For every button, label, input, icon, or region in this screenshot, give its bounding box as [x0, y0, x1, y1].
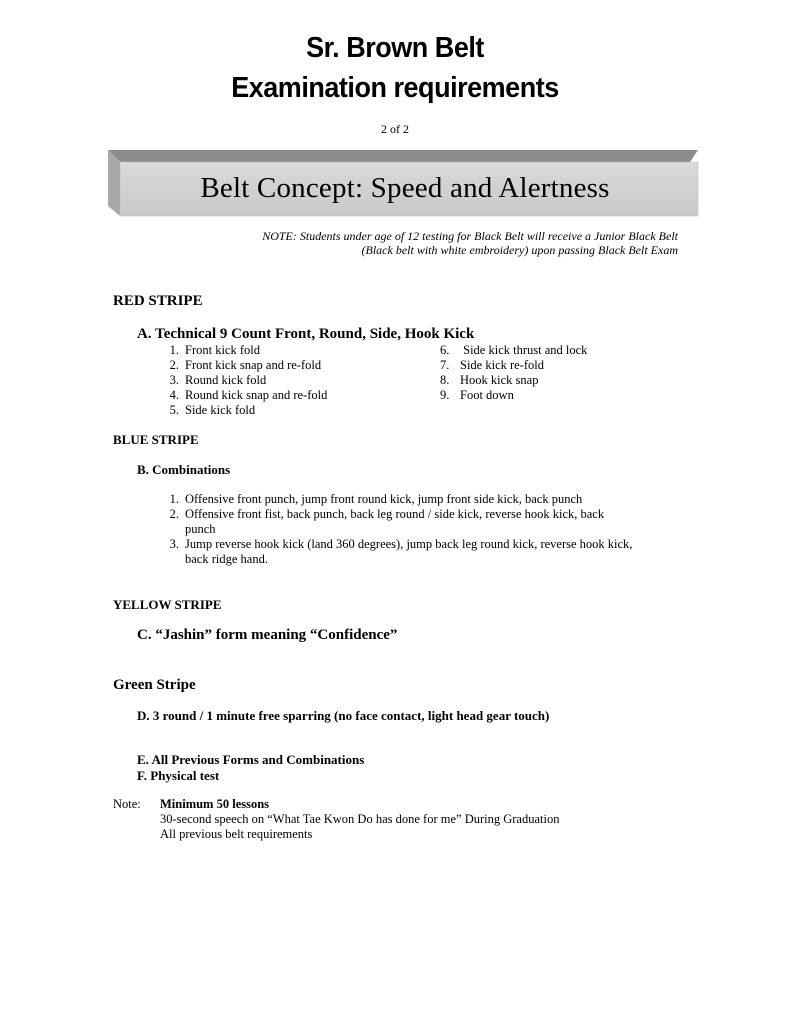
- list-item: 2. Front kick snap and re-fold: [169, 358, 322, 372]
- list-item-continuation: back ridge hand.: [185, 552, 268, 566]
- footer-note-line-1: Minimum 50 lessons: [160, 797, 270, 811]
- footer-note-label: Note:: [113, 797, 141, 811]
- item-a-heading: A. Technical 9 Count Front, Round, Side, Hook Kick: [137, 326, 475, 342]
- list-item: 4. Round kick snap and re-fold: [169, 388, 328, 402]
- note-line-2: (Black belt with white embroidery) upon passing Black Belt Exam: [361, 243, 678, 257]
- list-item: 3. Jump reverse hook kick (land 360 degrees), jump back leg round kick, reverse hook kick,: [169, 537, 633, 551]
- item-f-heading: F. Physical test: [137, 768, 220, 783]
- list-item: 6. Side kick thrust and lock: [440, 343, 588, 357]
- list-item: 8. Hook kick snap: [440, 373, 539, 387]
- title-line-1: Sr. Brown Belt: [306, 32, 484, 64]
- list-item-continuation: punch: [185, 522, 216, 536]
- list-item: 3. Round kick fold: [169, 373, 267, 387]
- item-b-heading: B. Combinations: [137, 462, 231, 477]
- item-d-heading: D. 3 round / 1 minute free sparring (no face contact, light head gear touch): [137, 708, 550, 723]
- note-line-1: NOTE: Students under age of 12 testing for Black Belt will receive a Junior Black Belt: [262, 229, 678, 243]
- list-item: 5. Side kick fold: [169, 403, 256, 417]
- red-stripe-list-left: [155, 343, 327, 418]
- item-c-heading: C. “Jashin” form meaning “Confidence”: [137, 627, 398, 643]
- list-item: 7. Side kick re-fold: [440, 358, 545, 372]
- list-item: 1. Front kick fold: [169, 343, 260, 357]
- footer-note-line-3: All previous belt requirements: [160, 827, 313, 841]
- page-number: 2 of 2: [381, 122, 409, 136]
- red-stripe-list-right: [440, 343, 587, 403]
- item-e-heading: E. All Previous Forms and Combinations: [137, 752, 365, 767]
- green-stripe-heading: Green Stripe: [113, 677, 196, 693]
- red-stripe-heading: RED STRIPE: [113, 293, 203, 309]
- footer-note-line-2: 30-second speech on “What Tae Kwon Do has done for me” During Graduation: [160, 812, 560, 826]
- combinations-list: [155, 492, 695, 567]
- list-item: 2. Offensive front fist, back punch, back leg round / side kick, reverse hook kick, back: [169, 507, 605, 521]
- belt-concept-title: Belt Concept: Speed and Alertness: [200, 172, 610, 204]
- title-line-2: Examination requirements: [231, 72, 559, 104]
- list-item: 9. Foot down: [440, 388, 514, 402]
- list-item: 1. Offensive front punch, jump front round kick, jump front side kick, back punch: [169, 492, 583, 506]
- yellow-stripe-heading: YELLOW STRIPE: [113, 597, 222, 612]
- blue-stripe-heading: BLUE STRIPE: [113, 432, 199, 447]
